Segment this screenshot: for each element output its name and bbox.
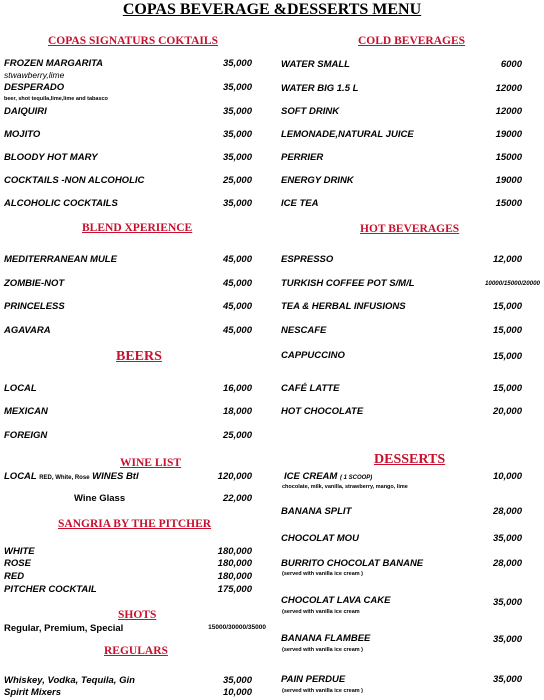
- item-price: 35,000: [222, 82, 252, 93]
- item-name: CHOCOLAT LAVA CAKE: [281, 595, 391, 606]
- item-name: WATER BIG 1.5 L: [281, 83, 359, 94]
- item-price: 35,000: [222, 675, 252, 686]
- wine-local-label: LOCAL: [4, 471, 37, 482]
- item-note: stwawberry,lime: [4, 70, 65, 80]
- item-name: TEA & HERBAL INFUSIONS: [281, 301, 406, 312]
- item-price: 28,000: [492, 506, 522, 517]
- item-name: BANANA FLAMBEE: [281, 633, 371, 644]
- item-name: [284, 471, 372, 482]
- item-price: 45,000: [222, 325, 252, 336]
- item-name: Whiskey, Vodka, Tequila, Gin: [4, 675, 135, 686]
- item-name: Regular, Premium, Special: [4, 623, 124, 634]
- item-name: LOCAL: [4, 383, 37, 394]
- item-name: ESPRESSO: [281, 254, 334, 265]
- item-price: 35,000: [222, 129, 252, 140]
- section-cold-beverages: COLD BEVERAGES: [358, 35, 466, 47]
- menu-title: COPAS BEVERAGE &DESSERTS MENU: [122, 1, 422, 18]
- item-price: 19000: [495, 175, 522, 186]
- item-price: 35,000: [492, 634, 522, 645]
- section-beers: BEERS: [116, 349, 162, 364]
- section-shots: SHOTS: [118, 609, 157, 621]
- item-price: 6000: [500, 59, 522, 70]
- section-signature-cocktails: COPAS SIGNATURS COKTAILS: [48, 35, 218, 47]
- item-name: BANANA SPLIT: [281, 506, 352, 517]
- item-price: 16,000: [222, 383, 252, 394]
- item-price: 180,000: [217, 546, 252, 557]
- item-name: DESPERADO: [4, 82, 65, 93]
- item-price: 10,000: [222, 687, 252, 698]
- item-price: 12000: [495, 83, 522, 94]
- item-price: 15,000: [492, 351, 522, 362]
- item-price: 180,000: [217, 571, 252, 582]
- item-price: 35,000: [492, 597, 522, 608]
- item-note: (served with vanilla ice cream ): [282, 688, 364, 694]
- item-name: DAIQUIRI: [4, 106, 47, 117]
- item-price: 35,000: [492, 674, 522, 685]
- item-price: 12,000: [492, 254, 522, 265]
- item-name: CHOCOLAT MOU: [281, 533, 359, 544]
- item-note: (served with vanilla ice cream: [282, 609, 360, 615]
- item-price: 45,000: [222, 254, 252, 265]
- item-name: HOT CHOCOLATE: [281, 406, 364, 417]
- item-price: 15000: [495, 152, 522, 163]
- item-name: FOREIGN: [4, 430, 48, 441]
- item-name: ROSE: [4, 558, 31, 569]
- item-price: 45,000: [222, 278, 252, 289]
- item-name: WHITE: [4, 546, 35, 557]
- section-wine-list: WINE LIST: [120, 457, 182, 469]
- item-price: 35,000: [222, 58, 252, 69]
- item-name: ALCOHOLIC COCKTAILS: [4, 198, 118, 209]
- item-name: COCKTAILS -NON ALCOHOLIC: [4, 175, 145, 186]
- item-price: 25,000: [222, 175, 252, 186]
- item-name: ZOMBIE-NOT: [4, 278, 65, 289]
- wine-local-types: RED, White, Rose: [39, 475, 90, 481]
- dessert-ice-cream-scoop: ( 1 SCOOP): [339, 475, 373, 481]
- item-name: CAPPUCCINO: [281, 350, 345, 361]
- item-price: 120,000: [217, 471, 252, 482]
- item-price: 15,000: [492, 325, 522, 336]
- item-name: BLOODY HOT MARY: [4, 152, 98, 163]
- item-name: NESCAFE: [281, 325, 327, 336]
- item-price: 20,000: [492, 406, 522, 417]
- item-name: PITCHER COCKTAIL: [4, 584, 97, 595]
- item-name: [4, 471, 139, 482]
- item-price: 10,000: [492, 471, 522, 482]
- item-name: CAFÉ LATTE: [281, 383, 340, 394]
- item-name: PAIN PERDUE: [281, 674, 346, 685]
- item-name: WATER SMALL: [281, 59, 350, 70]
- item-name: PRINCELESS: [4, 301, 65, 312]
- item-price: 180,000: [217, 558, 252, 569]
- item-price: 35,000: [492, 533, 522, 544]
- section-regulars: REGULARS: [104, 645, 168, 657]
- item-name: MOJITO: [4, 129, 41, 140]
- item-name: RED: [4, 571, 25, 582]
- item-price: 18,000: [222, 406, 252, 417]
- item-price: 15000: [495, 198, 522, 209]
- item-name: ICE TEA: [281, 198, 319, 209]
- wine-local-btl: WINES Btl: [92, 471, 139, 482]
- item-name: ENERGY DRINK: [281, 175, 354, 186]
- item-price: 12000: [495, 106, 522, 117]
- item-price: 15,000: [492, 301, 522, 312]
- item-name: TURKISH COFFEE POT S/M/L: [281, 278, 415, 289]
- item-name: AGAVARA: [4, 325, 51, 336]
- item-price: 45,000: [222, 301, 252, 312]
- item-price: 35,000: [222, 152, 252, 163]
- item-note: beer, shot tequila,lime,lime and tabasco: [4, 96, 108, 102]
- section-sangria: SANGRIA BY THE PITCHER: [58, 518, 212, 530]
- item-name: Spirit Mixers: [4, 687, 62, 698]
- item-price: 35,000: [222, 198, 252, 209]
- item-note: (served with vanilla ice cream ): [282, 571, 364, 577]
- item-name: MEDITERRANEAN MULE: [4, 254, 117, 265]
- section-blend-xperience: BLEND XPERIENCE: [82, 222, 193, 234]
- item-price: 25,000: [222, 430, 252, 441]
- item-price: 19000: [495, 129, 522, 140]
- item-note: (served with vanilla ice cream ): [282, 647, 364, 653]
- item-name: Wine Glass: [74, 493, 126, 504]
- item-price: 10000/15000/20000: [484, 280, 540, 287]
- dessert-ice-cream-label: ICE CREAM: [284, 471, 338, 482]
- item-price: 175,000: [217, 584, 252, 595]
- item-price: 22,000: [222, 493, 252, 504]
- section-desserts: DESSERTS: [374, 452, 446, 467]
- item-name: MEXICAN: [4, 406, 48, 417]
- item-name: LEMONADE,NATURAL JUICE: [281, 129, 414, 140]
- item-note: chocolate, milk, vanilla, strawberry, mango, lime: [282, 484, 408, 490]
- item-price: 28,000: [492, 558, 522, 569]
- item-name: BURRITO CHOCOLAT BANANE: [281, 558, 424, 569]
- item-name: SOFT DRINK: [281, 106, 340, 117]
- item-price: 35,000: [222, 106, 252, 117]
- item-name: PERRIER: [281, 152, 324, 163]
- item-name: FROZEN MARGARITA: [4, 58, 104, 69]
- item-price: 15,000: [492, 383, 522, 394]
- section-hot-beverages: HOT BEVERAGES: [360, 223, 460, 235]
- item-price: 15000/30000/35000: [208, 624, 266, 631]
